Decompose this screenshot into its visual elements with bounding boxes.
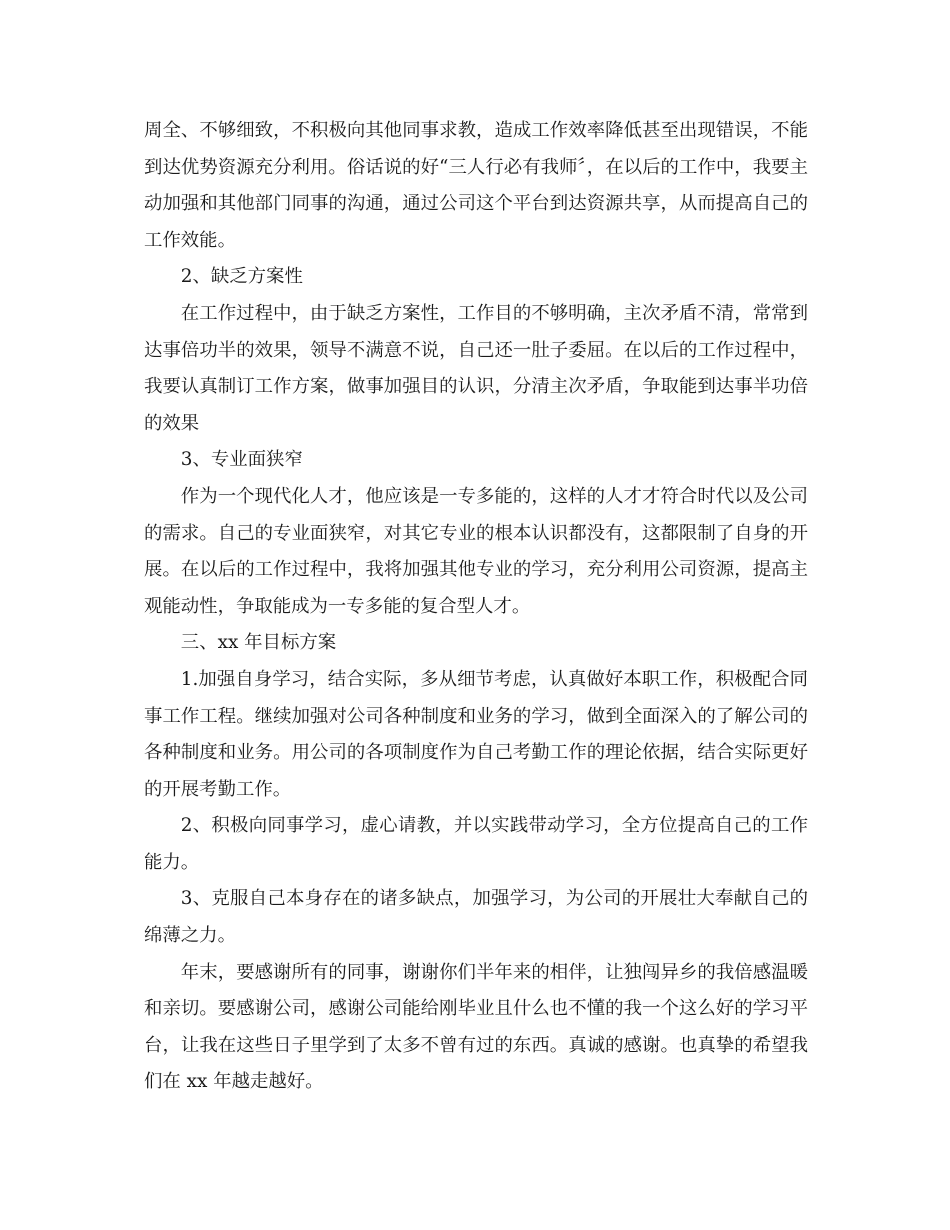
heading-lack-of-planning: 2、缺乏方案性 <box>180 266 303 288</box>
heading-goals: 三、xx 年目标方案 <box>180 632 337 654</box>
document-body <box>144 113 808 1101</box>
heading-narrow-specialty: 3、专业面狭窄 <box>180 449 303 471</box>
paragraph-continuation: 周全、不够细致，不积极向其他同事求教，造成工作效率降低甚至出现错误，不能到达优势资源充分利用。俗话说的好“三人行必有我师〞，在以后的工作中，我要主动加强和其他部门同事的沟通，通过公司这个平台到达资源共享，从而提高自己的工作效能。 <box>144 120 808 251</box>
goal-item-2: 2、积极向同事学习，虚心请教，并以实践带动学习，全方位提高自己的工作能力。 <box>144 815 808 873</box>
paragraph-specialty: 作为一个现代化人才，他应该是一专多能的，这样的人才才符合时代以及公司的需求。自己的专业面狭窄，对其它专业的根本认识都没有，这都限制了自身的开展。在以后的工作过程中，我将加强其他专业的学习，充分利用公司资源，提高主观能动性，争取能成为一专多能的复合型人才。 <box>144 485 808 617</box>
goal-item-3: 3、克服自己本身存在的诸多缺点，加强学习，为公司的开展壮大奉献自己的绵薄之力。 <box>144 888 808 947</box>
paragraph-closing: 年末，要感谢所有的同事，谢谢你们半年来的相伴，让独闯异乡的我倍感温暖和亲切。要感谢公司，感谢公司能给刚毕业且什么也不懂的我一个这么好的学习平台，让我在这些日子里学到了太多不曾有过的东西。真诚的感谢。也真挚的希望我们在 xx 年越走越好。 <box>144 961 808 1093</box>
goal-item-1: 1.加强自身学习，结合实际，多从细节考虑，认真做好本职工作，积极配合同事工作工程。继续加强对公司各种制度和业务的学习，做到全面深入的了解公司的各种制度和业务。用公司的各项制度作为自己考勤工作的理论依据，结合实际更好的开展考勤工作。 <box>144 668 808 800</box>
paragraph-planning: 在工作过程中，由于缺乏方案性，工作目的不够明确，主次矛盾不清，常常到达事倍功半的效果，领导不满意不说，自己还一肚子委屈。在以后的工作过程中，我要认真制订工作方案，做事加强目的认识，分清主次矛盾，争取能到达事半功倍的效果 <box>144 302 808 434</box>
